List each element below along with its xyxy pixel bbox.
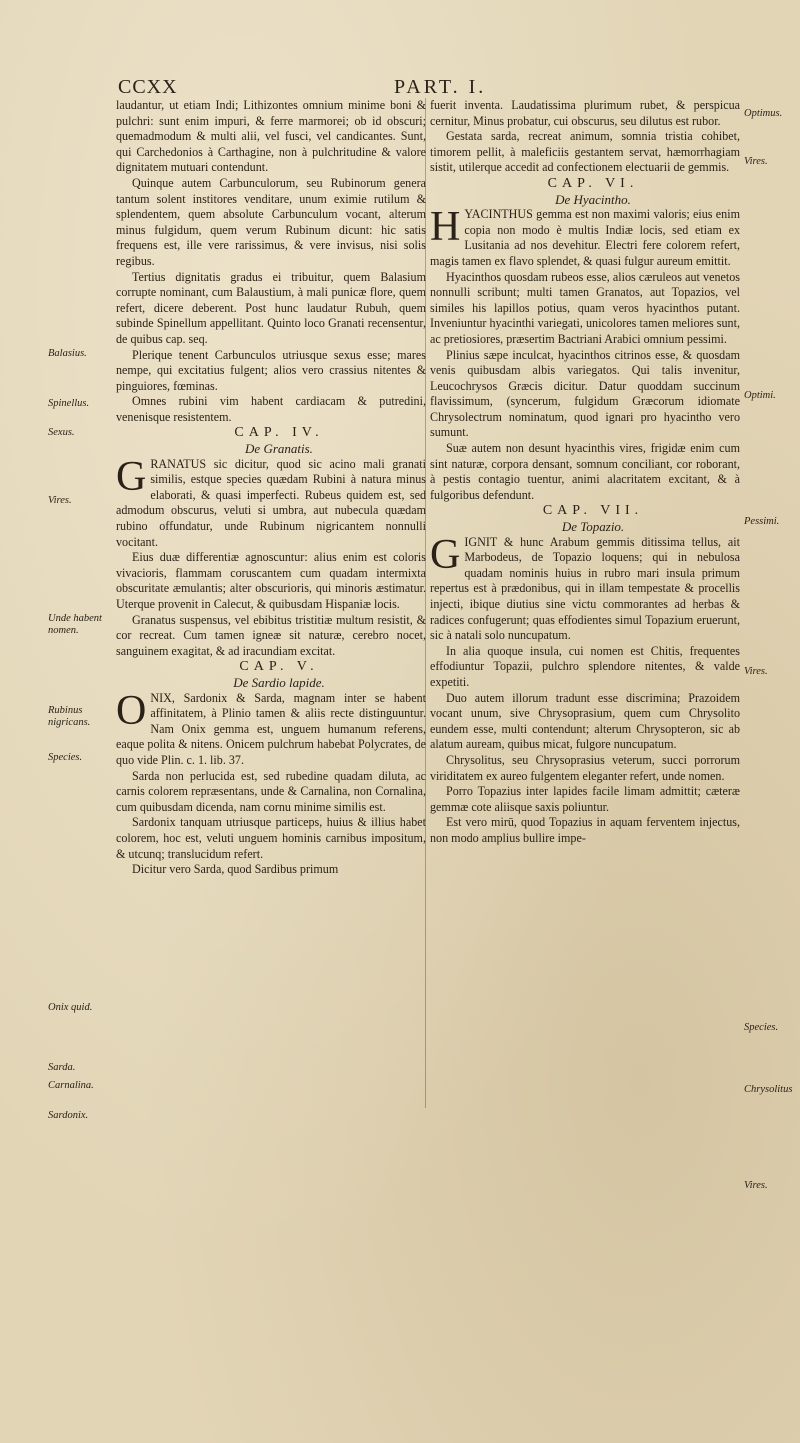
chapter-subtitle: De Topazio.	[561, 519, 625, 535]
margin-note: Rubinus nigricans.	[48, 705, 91, 728]
margin-note: Vires.	[48, 495, 72, 506]
paragraph: Plerique tenent Carbunculos utriusque sexus esse; mares nempe, qui excitatius fulgent; alios vero crassius nitentes & pinguiores, fœminas.	[116, 347, 426, 393]
margin-note: Unde habent nomen.	[48, 613, 102, 636]
margin-note: Onix quid.	[48, 1002, 93, 1013]
drop-cap: H	[430, 204, 461, 251]
paragraph-text: RANATUS sic dicitur, quod sic acino mali granati similis, estque species quædam Rubini à natura minus elaborati, & quasi imperfecti. Rubeus quidem est, sed admodum obscurus, veluti si umbra, aut nubecula quædam rubino offundatur, unde Rubinum nigricantem nonnulli vocitant.	[116, 456, 426, 549]
right-column	[430, 98, 740, 1098]
paragraph: Omnes rubini vim habent cardiacam & putredini, venenisque resistentem.	[116, 394, 426, 424]
paragraph: Sardonix tanquam utriusque particeps, huius & illius habet colorem, hoc est, veluti unguem hominis carnibus impositum, & utcunq; translucidum refert.	[116, 815, 426, 861]
margin-note: Sexus.	[48, 427, 75, 438]
part-title: PART. I.	[394, 76, 487, 98]
paragraph: Eius duæ differentiæ agnoscuntur: alius enim est coloris vivacioris, flammam coruscantem cum quadam intermixta obscuritate æmulantis; alter obscurioris, qui minoris æstimatur. Uterque provenit in Calecut, & quibusdam Hispaniæ locis.	[116, 550, 426, 611]
paragraph: Chrysolitus, seu Chrysoprasius veterum, succi porrorum viriditatem ex aureo fulgentem eleganter refert, unde nomen.	[430, 752, 740, 783]
margin-note: Species.	[48, 752, 83, 763]
margin-note: Pessimi.	[744, 516, 780, 527]
margin-note: Spinellus.	[48, 398, 90, 409]
margin-note: Chrysolitus	[744, 1084, 793, 1095]
page-folio: CCXX	[118, 76, 178, 98]
margin-note: Sardonix.	[48, 1110, 89, 1121]
paragraph: Plinius sæpe inculcat, hyacinthos citrinos esse, & quosdam venis quibusdam albis variegatos. Qui talis invenitur, Leucochrysos Græcis dicitur. Datur quoddam succinum flavissimum, (syncerum, fulgidum Græcorum idiomate Chrysolectrum nominatum, quod ignari pro hyacintho vero sumunt.	[430, 347, 740, 440]
margin-note: Optimi.	[744, 390, 776, 401]
chapter-subtitle: De Hyacintho.	[555, 191, 631, 207]
running-header	[118, 62, 758, 98]
paragraph: laudantur, ut etiam Indi; Lithizontes omnium minime boni & pulchri: sunt enim impuri, & ferre marmorei; ob id obscuri; quemadmodum & multi alii, vel fusci, vel candicantes. Sunt, qui Carchedonios à Carthagine, non à pulchritudine & valore dignitatem mutuari contendunt.	[116, 98, 426, 175]
paragraph: Gestata sarda, recreat animum, somnia tristia cohibet, timorem pellit, à maleficiis gestantem servat, hæmorrhagiam sistit, utilerque accedit ad confectionem electuarii de gemmis.	[430, 129, 740, 175]
chapter-subtitle: De Sardio lapide.	[233, 674, 325, 690]
paragraph-text: YACINTHUS gemma est non maximi valoris; eius enim copia non modo è multis Indiæ locis, sed etiam ex Lusitania ad nos devehitur. Electri fere colorem refert, magis tamen ex flavo splendet, & quasi fulgur aureum emittit.	[430, 207, 740, 268]
paragraph	[430, 531, 740, 644]
margin-note: Sarda.	[48, 1062, 76, 1073]
paragraph-text: NIX, Sardonix & Sarda, magnam inter se habent affinitatem, à Plinio tamen & aliis recte distinguuntur. Nam Onix gemma est, unguem humanum referens, eaque polita & nitens. Onicem pulchrum habebat Polycrates, de quo vide Plin. c. 1. lib. 37.	[116, 690, 426, 767]
paragraph: Duo autem illorum tradunt esse discrimina; Prazoidem vocant unum, sive Chrysoprasium, quem cum Chrysolito eundem esse, multi contendunt; alterum Chrysopteron, sic ab alatum auream, quibus micat, fulgore nuncupatum.	[430, 690, 740, 752]
drop-cap: G	[116, 453, 147, 500]
margin-note: Vires.	[744, 1180, 768, 1191]
paragraph: Dicitur vero Sarda, quod Sardibus primum	[132, 862, 339, 877]
paragraph: Granatus suspensus, vel ebibitus tristitiæ multum resistit, & cor recreat. Cum tamen igneæ sit naturæ, cerebro nocet, sanguinem exagitat, & ad iracundiam excitat.	[116, 612, 426, 658]
chapter-heading: CAP. V.	[239, 659, 319, 675]
paragraph: Est vero mirū, quod Topazius in aquam ferventem injectus, non modo amplius bullire impe-	[430, 815, 740, 845]
paragraph	[116, 687, 426, 769]
paragraph-text: IGNIT & hunc Arabum gemmis ditissima tellus, ait Marbodeus, de Topazio loquens; qui in nebulosa quadam nominis huius in rubro mari insula primum repertus est à prædonibus, qui in illam tempestate & procellis injecti, ibique diutius sine victu commorantes ad herbas & radices confugerunt; quas effodientes simul Topazium eruerunt, sic à natali solo nuncupatum.	[430, 534, 740, 643]
drop-cap: G	[430, 531, 461, 578]
margin-note: Vires.	[744, 156, 768, 167]
paragraph: Tertius dignitatis gradus ei tribuitur, quem Balasium corrupte nominant, cum Balaustium, à mali punicæ flore, quem refert, dicere deberent. Post hunc laudatur Rubuh, quem subinde Spinellum appellitant. Quinto loco Granati recensentur, de quibus cap. seq.	[116, 269, 426, 346]
margin-note: Balasius.	[48, 348, 87, 359]
paragraph: Hyacinthos quosdam rubeos esse, alios cæruleos aut venetos nonnulli scribunt; multi tamen Granatos, aut Topazios, vel similes his lapillos potius, quam veros hyacinthos putant. Inveniuntur hyacinthi variegati, unicolores tamen meliores sunt, ac pretiosiores, præsertim Bactriani Arabici omnium pessimi.	[430, 269, 740, 346]
paragraph	[430, 204, 740, 269]
margin-note: Vires.	[744, 666, 768, 677]
paragraph	[116, 453, 426, 551]
margin-note: Species.	[744, 1022, 779, 1033]
margin-note: Optimus.	[744, 108, 783, 119]
chapter-heading: CAP. IV.	[234, 425, 324, 441]
chapter-subtitle: De Granatis.	[245, 441, 313, 457]
paragraph: Sarda non perlucida est, sed rubedine quadam diluta, ac carnis colorem repræsentans, unde & Carnalina, non Cornalina, cum quibusdam dicenda, nam cornu minime similis est.	[116, 768, 426, 814]
paragraph: Quinque autem Carbunculorum, seu Rubinorum genera tantum solent institores venditare, unum eximie rutilum & splendentem, quem absolute Carbunculum vocant, alterum minus fulgidum, quem verum Rubinum dicunt: hic satis frequens est, ille vere rarissimus, & vere invisus, nisi solis regibus.	[116, 175, 426, 268]
chapter-heading: CAP. VII.	[542, 503, 644, 519]
paragraph: In alia quoque insula, cui nomen est Chitis, frequentes effodiuntur Topazii, pulchro splendore nitentes, & valde expetiti.	[430, 643, 740, 689]
paragraph: Porro Topazius inter lapides facile limam admittit; cæteræ gemmæ cote aliisque saxis poliuntur.	[430, 784, 740, 814]
margin-note: Carnalina.	[48, 1080, 94, 1091]
chapter-heading: CAP. VI.	[547, 175, 639, 191]
paragraph: fuerit inventa. Laudatissima plurimum rubet, & perspicua cernitur, Minus probatur, cui obscurus, seu dilutus est rubor.	[430, 98, 740, 128]
paragraph: Suæ autem non desunt hyacinthis vires, frigidæ enim cum sint naturæ, corpora densant, somnum conciliant, cor roborant, à pestis contagio tuentur, animi alacritatem excitant, & à fulgoribus defendunt.	[430, 441, 740, 502]
left-column	[116, 98, 426, 1098]
drop-cap: O	[116, 687, 147, 734]
